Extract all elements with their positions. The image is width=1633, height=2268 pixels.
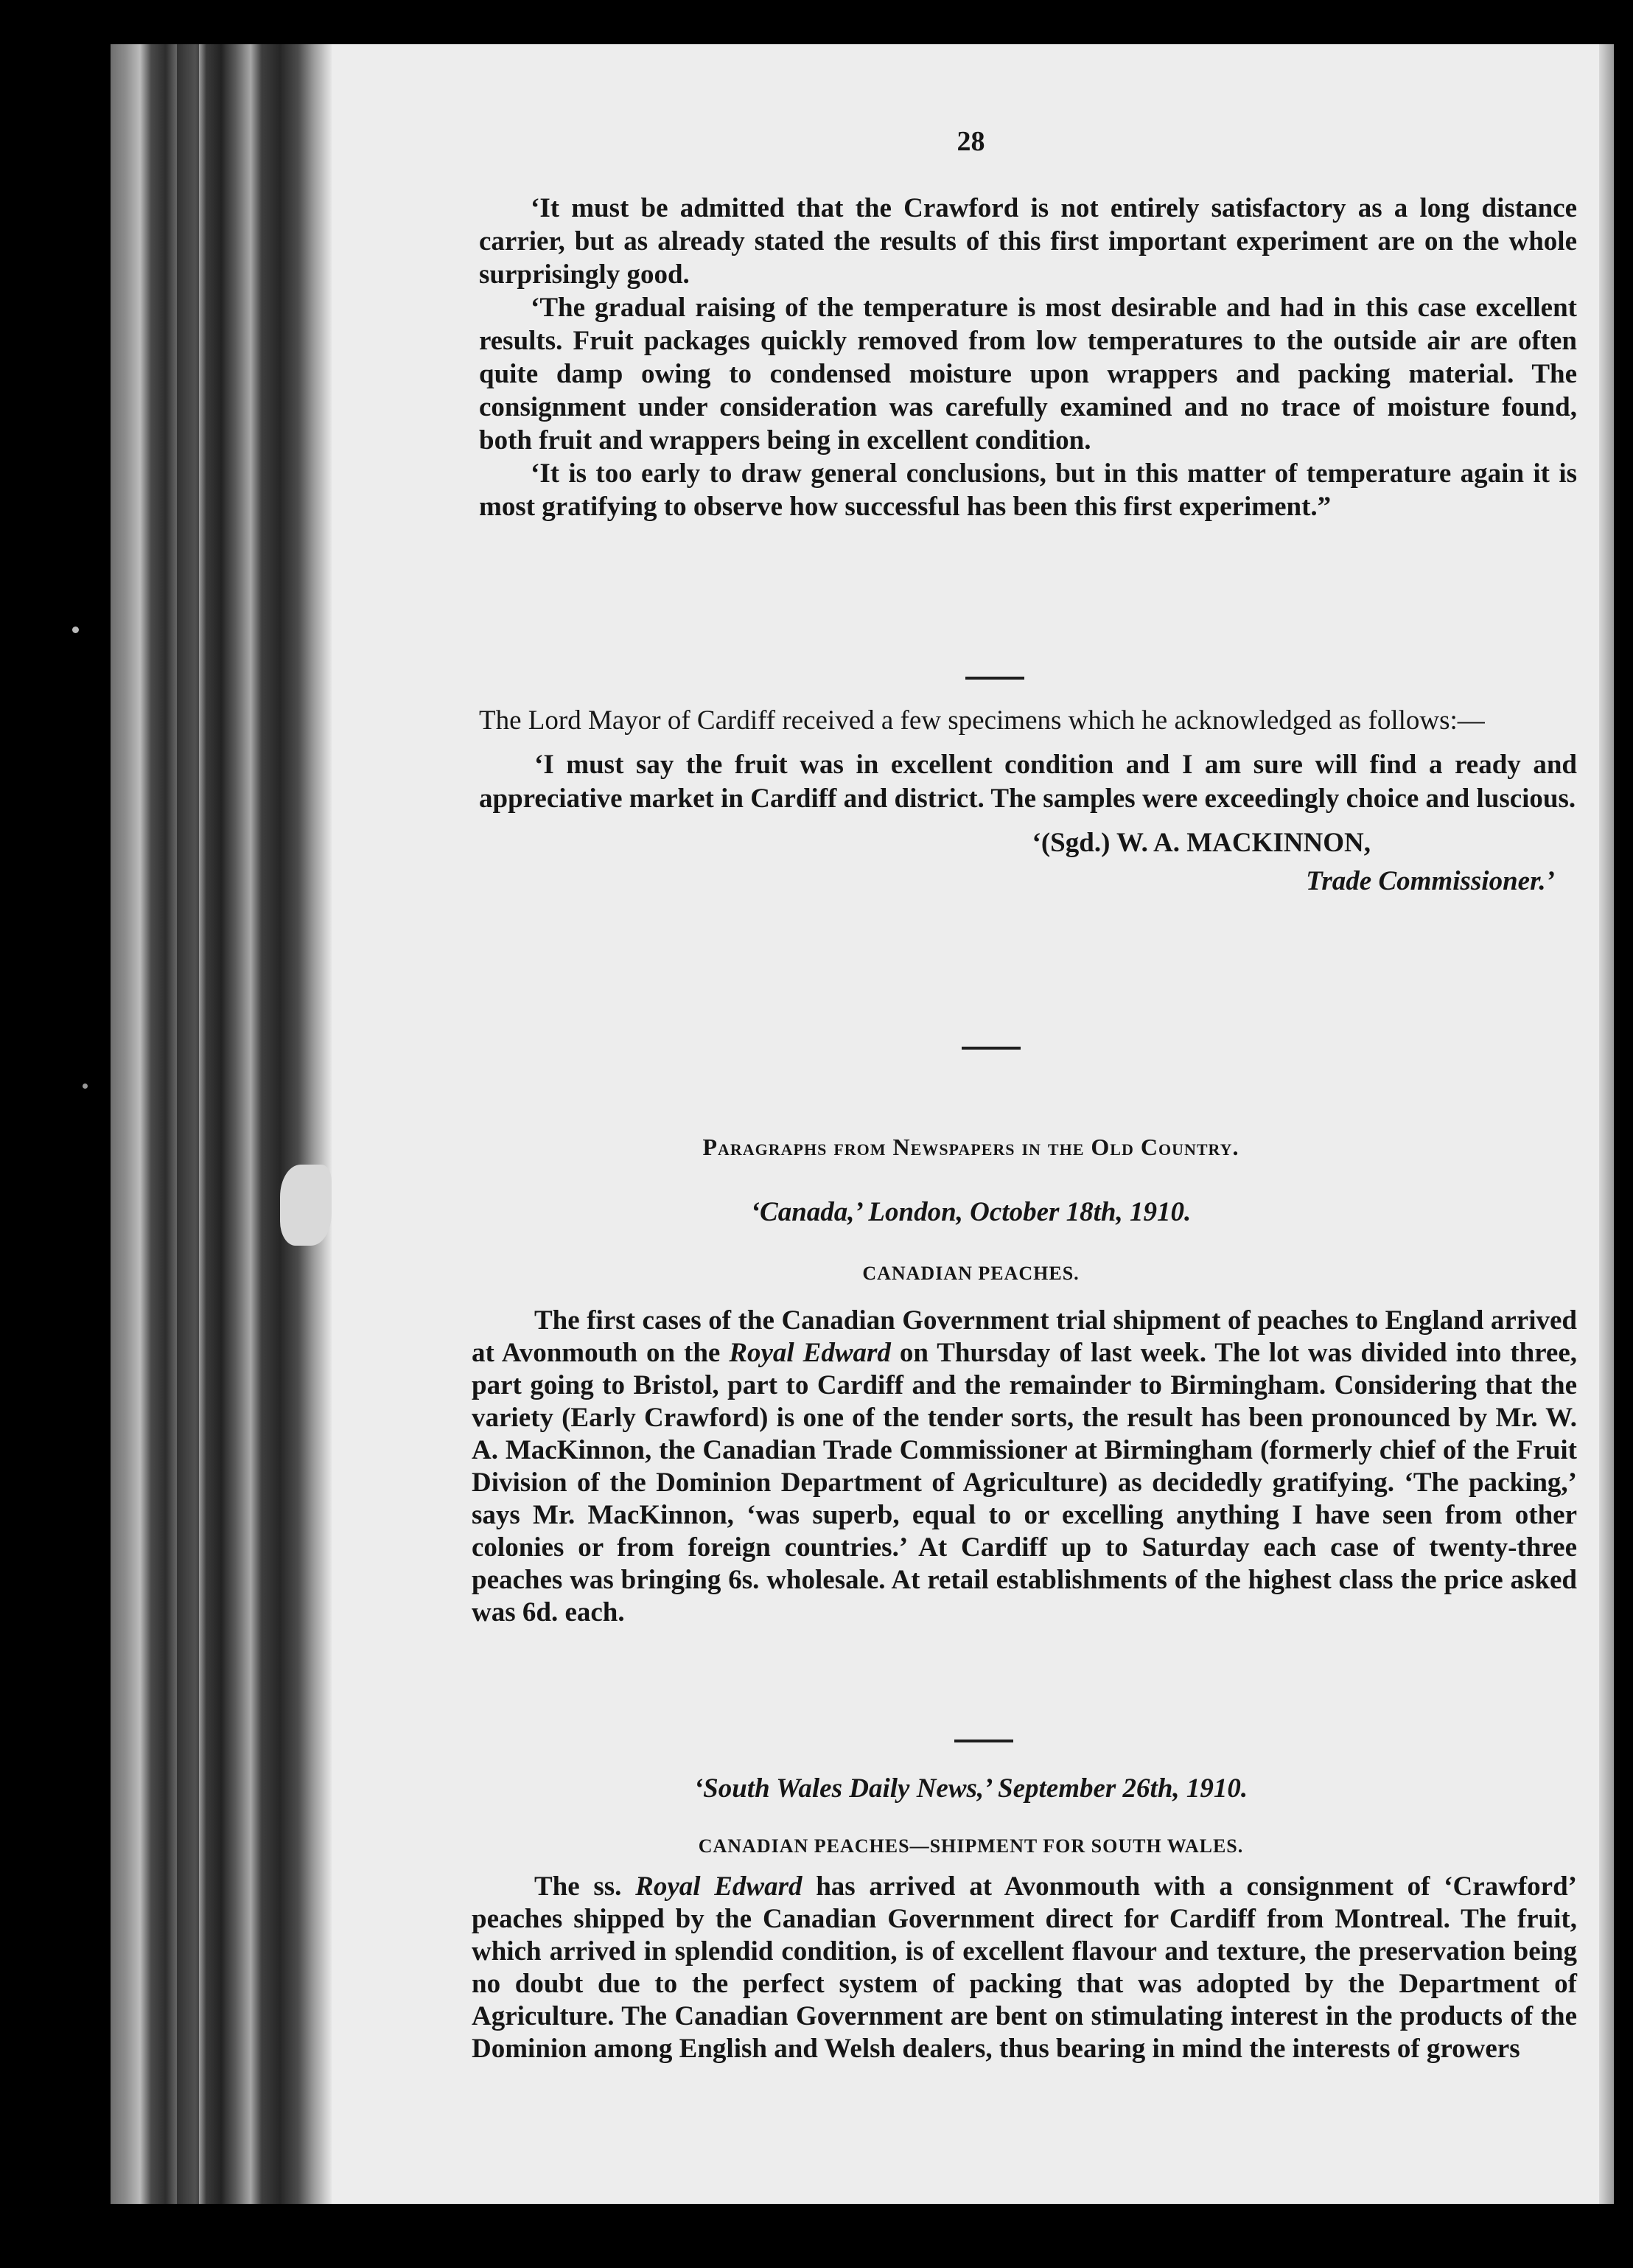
signature-title: Trade Commissioner.’ (1306, 866, 1555, 896)
quote-block (479, 192, 1577, 523)
mayor-quote: ‘I must say the fruit was in excellent condition and I am sure will find a ready and appreciative market in Cardiff and district. The samples were exceedingly choice and luscious. (479, 750, 1577, 814)
ship-name: Royal Edward (729, 1338, 891, 1368)
article-source: ‘Canada,’ London, October 18th, 1910. (750, 1197, 1192, 1227)
article-heading: CANADIAN PEACHES—SHIPMENT FOR SOUTH WALES. (698, 1835, 1244, 1857)
article-paragraph: The ss. Royal Edward has arrived at Avonmouth with a consignment of ‘Crawford’ peaches shipped by the Canadian Government direct for Cardiff from Montreal. The fruit, which arrived in splendid condition, is of excellent flavour and texture, the preservation being no doubt due to the perfect system of packing that was adopted by the Department of Agriculture. The Canadian Government are bent on stimulating interest in the products of the Dominion among English and Welsh dealers, thus bearing in mind the interests of growers (472, 1871, 1577, 2064)
section-rule (962, 1047, 1021, 1050)
section-title: Paragraphs from Newspapers in the Old Country. (702, 1134, 1239, 1160)
scan-speck (83, 1084, 88, 1089)
section-rule (954, 1740, 1013, 1742)
ship-name: Royal Edward (635, 1871, 802, 1902)
scan-speck (72, 627, 79, 633)
book-spine (111, 44, 332, 2204)
article-source: ‘South Wales Daily News,’ September 26th, 1910. (693, 1773, 1248, 1804)
article-paragraph: The first cases of the Canadian Government trial shipment of peaches to England arrived at Avonmouth on the Royal Edward on Thursday of last week. The lot was divided into three, part going to Bristol, part to Cardiff and the remainder to Birmingham. Considering that the variety (Early Crawford) is one of the tender sorts, the result has been pronounced by Mr. W. A. MacKinnon, the Canadian Trade Commissioner at Birmingham (formerly chief of the Fruit Division of the Dominion Department of Agriculture) as decidedly gratifying. ‘The packing,’ says Mr. MacKinnon, ‘was superb, equal to or excelling anything I have seen from other colonies or from foreign countries.’ At Cardiff up to Saturday each case of twenty-three peaches was bringing 6s. wholesale. At retail establishments of the highest class the price asked was 6d. each. (472, 1305, 1578, 1627)
article-body (472, 1305, 1577, 1629)
section-rule (965, 677, 1024, 680)
page-number: 28 (957, 126, 985, 157)
quote-paragraph: ‘The gradual raising of the temperature is most desirable and had in this case excellent results. Fruit packages quickly removed from low temperatures to the outside air are often quite damp owing to condensed moisture upon wrappers and packing material. The consignment under consideration was carefully examined and no trace of moisture found, both fruit and wrappers being in excellent condition. (479, 293, 1577, 456)
quote-paragraph: ‘It must be admitted that the Crawford is not entirely satisfactory as a long distance carrier, but as already stated the results of this first important experiment are on the whole surprisingly good. (479, 193, 1577, 290)
page-blemish (280, 1165, 332, 1246)
signature: ‘(Sgd.) W. A. MACKINNON, (1032, 828, 1371, 858)
mayor-section (416, 704, 1577, 899)
page-edge (1599, 44, 1614, 2204)
document-page (332, 44, 1610, 2204)
spine-shadow (177, 44, 199, 2204)
mayor-intro: The Lord Mayor of Cardiff received a few specimens which he acknowledged as follows:— (479, 705, 1485, 736)
quote-paragraph: ‘It is too early to draw general conclusions, but in this matter of temperature again it is most gratifying to observe how successful has been this first experiment.” (479, 458, 1577, 522)
article-heading: CANADIAN PEACHES. (862, 1263, 1080, 1284)
article-body (472, 1871, 1577, 2065)
